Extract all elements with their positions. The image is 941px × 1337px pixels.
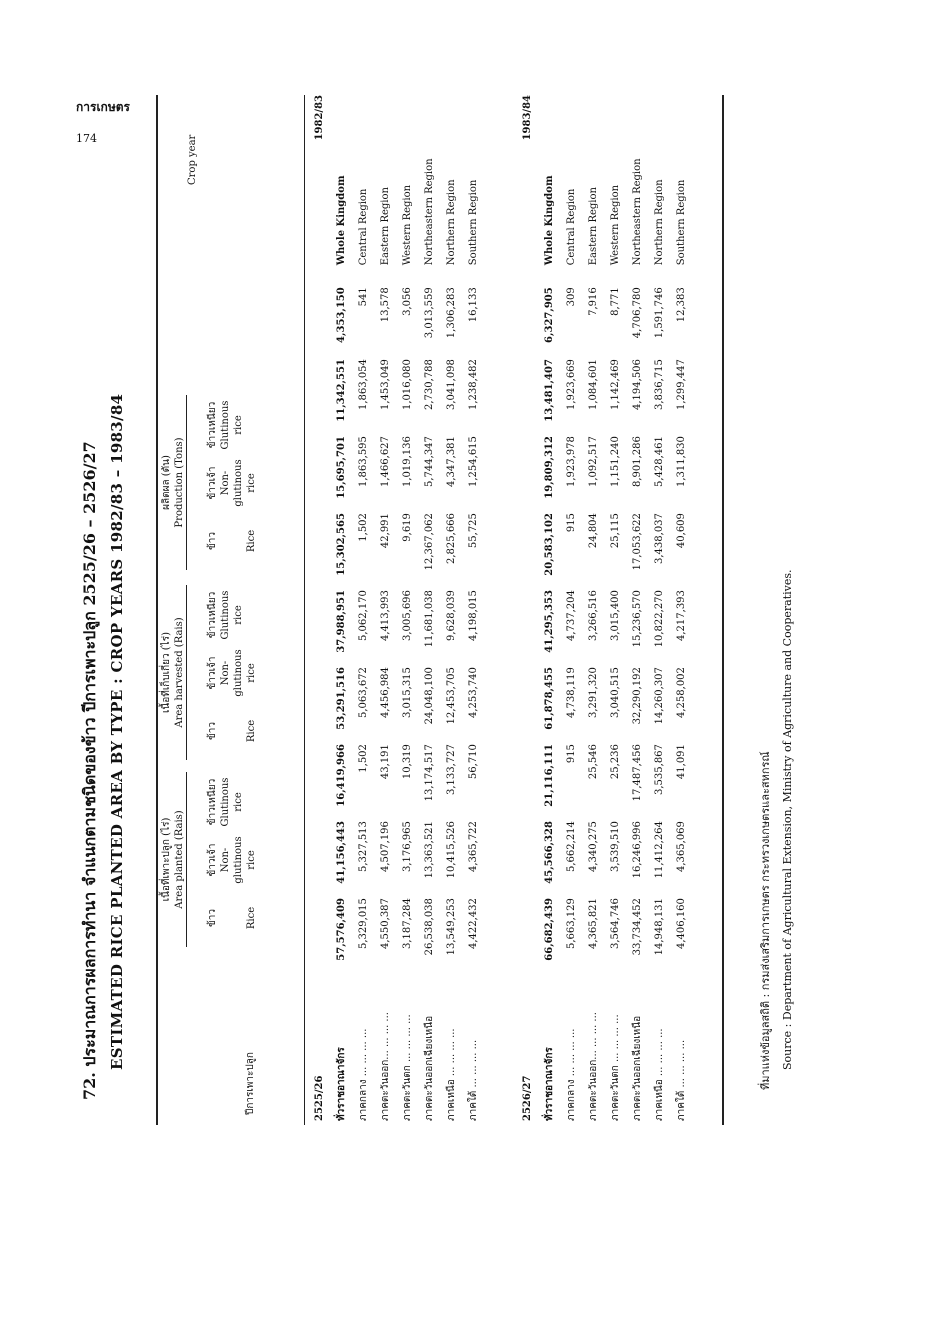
value-cell: 3,564,746 (609, 898, 621, 949)
planted-group-header: เนื้อที่เพาะปลูก (ไร่) Area planted (Rais) (160, 772, 187, 947)
value-cell: 1,863,595 (357, 436, 369, 487)
value-cell: 4,737,204 (565, 590, 577, 641)
value-cell: 1,502 (357, 744, 369, 773)
table-row (330, 95, 352, 1125)
value-cell: 26,538,038 (423, 898, 435, 956)
value-cell: 9,619 (401, 513, 413, 542)
value-cell: 55,725 (467, 513, 479, 549)
harvested-group-header: เนื้อที่เก็บเกี่ยว (ไร่) Area harvested (Rais) (160, 585, 187, 760)
value-cell: 10,822,270 (653, 590, 665, 648)
value-cell: 57,576,409 (335, 898, 347, 961)
value-cell: 3,539,510 (609, 821, 621, 872)
value-cell: 3,013,559 (423, 287, 435, 339)
subheader-rice: ข้าว Rice (207, 529, 257, 553)
table-header (156, 95, 306, 1125)
table-row (604, 95, 626, 1125)
region-thai: ภาคตะวันออกเฉียงเหนือ (631, 1015, 643, 1121)
value-cell: 1,466,627 (379, 436, 391, 487)
title-thai: 72. ประมาณการผลการทำนา จำแนกตามชนิดของข้าว ปีการเพาะปลูก 2525/26 – 2526/27 (80, 441, 99, 1100)
region-english: Northeastern Region (423, 158, 435, 266)
value-cell: 1,299,447 (675, 359, 687, 410)
subheader-non-glutinous: ข้าวเจ้า Non- glutinous rice (207, 459, 257, 507)
value-cell: 4,507,196 (379, 821, 391, 872)
value-cell: 24,804 (587, 513, 599, 549)
running-title: การเกษตร (76, 100, 130, 114)
subheader-non-glutinous: ข้าวเจ้า Non- glutinous rice (207, 836, 257, 884)
value-cell: 25,546 (587, 744, 599, 780)
region-thai: ภาคตะวันออก... ... ... ... (587, 1012, 599, 1121)
value-cell: 309 (565, 287, 577, 307)
value-cell: 4,194,506 (631, 359, 643, 410)
table-row (462, 95, 484, 1125)
value-cell: 3,438,037 (653, 513, 665, 564)
value-cell: 25,236 (609, 744, 621, 780)
value-cell: 53,291,516 (335, 667, 347, 730)
value-cell: 4,198,015 (467, 590, 479, 641)
data-table-1982 (308, 95, 484, 1125)
subheader-glutinous: ข้าวเหนียว Glutinous rice (207, 777, 244, 827)
value-cell: 16,246,996 (631, 821, 643, 879)
value-cell: 41,295,353 (543, 590, 555, 653)
year-row (308, 95, 330, 1125)
value-cell: 17,053,622 (631, 513, 643, 571)
region-thai: ทั่วราชอาณาจักร (335, 1047, 347, 1121)
value-cell: 5,744,347 (423, 436, 435, 487)
value-cell: 41,156,443 (335, 821, 347, 884)
region-english: Western Region (401, 184, 413, 266)
value-cell: 4,456,984 (379, 667, 391, 718)
region-thai: ทั่วราชอาณาจักร (543, 1047, 555, 1121)
value-cell: 13,174,517 (423, 744, 435, 802)
rotated-table-area (78, 95, 878, 1125)
region-english: Northeastern Region (631, 158, 643, 266)
value-cell: 14,260,307 (653, 667, 665, 725)
region-english: Southern Region (467, 179, 479, 266)
value-cell: 5,662,214 (565, 821, 577, 872)
value-cell: 4,406,160 (675, 898, 687, 949)
value-cell: 43,191 (379, 744, 391, 780)
region-thai: ภาคใต้ ... ... ... ... (675, 1039, 687, 1121)
value-cell: 1,084,601 (587, 359, 599, 410)
value-cell: 5,062,170 (357, 590, 369, 641)
value-cell: 4,258,002 (675, 667, 687, 718)
region-english: Eastern Region (587, 187, 599, 266)
region-english: Whole Kingdom (543, 175, 555, 266)
value-cell: 3,266,516 (587, 590, 599, 641)
value-cell: 40,609 (675, 513, 687, 549)
subheader-rice: ข้าว Rice (207, 719, 257, 743)
value-cell: 3,005,696 (401, 590, 413, 641)
value-cell: 45,566,328 (543, 821, 555, 884)
region-english: Northern Region (653, 179, 665, 266)
region-thai: ภาคตะวันออกเฉียงเหนือ (423, 1015, 435, 1121)
region-english: Whole Kingdom (335, 175, 347, 266)
value-cell: 4,550,387 (379, 898, 391, 949)
value-cell: 4,217,393 (675, 590, 687, 641)
value-cell: 6,327,905 (543, 287, 555, 343)
value-cell: 3,041,098 (445, 359, 457, 410)
value-cell: 4,340,275 (587, 821, 599, 872)
region-thai: ภาคเหนือ ... ... ... ... (445, 1028, 457, 1121)
value-cell: 5,063,672 (357, 667, 369, 718)
crop-year-th-header: ปีการเพาะปลูก (245, 1052, 256, 1115)
value-cell: 1,016,080 (401, 359, 413, 410)
value-cell: 12,367,062 (423, 513, 435, 571)
value-cell: 1,923,669 (565, 359, 577, 410)
value-cell: 9,628,039 (445, 590, 457, 641)
value-cell: 66,682,439 (543, 898, 555, 961)
value-cell: 24,048,100 (423, 667, 435, 725)
value-cell: 14,948,131 (653, 898, 665, 956)
value-cell: 2,730,788 (423, 359, 435, 410)
value-cell: 3,535,867 (653, 744, 665, 795)
value-cell: 16,419,966 (335, 744, 347, 807)
source-thai: ที่มาแห่งข้อมูลสถิติ : กรมส่งเสริมการเกษตร กระทรวงเกษตรและสหกรณ์ (759, 751, 772, 1090)
value-cell: 1,306,283 (445, 287, 457, 339)
value-cell: 1,502 (357, 513, 369, 542)
region-english: Northern Region (445, 179, 457, 266)
region-thai: ภาคตะวันตก ... ... ... ... (401, 1014, 413, 1121)
subheader-non-glutinous: ข้าวเจ้า Non- glutinous rice (207, 649, 257, 697)
region-thai: ภาคตะวันออก... ... ... ... (379, 1012, 391, 1121)
subheader-glutinous: ข้าวเหนียว Glutinous rice (207, 590, 244, 640)
value-cell: 8,771 (609, 287, 621, 316)
table-row (626, 95, 648, 1125)
value-cell: 3,187,284 (401, 898, 413, 949)
value-cell: 1,092,517 (587, 436, 599, 487)
value-cell: 11,681,038 (423, 590, 435, 648)
value-cell: 1,453,049 (379, 359, 391, 410)
table-row (418, 95, 440, 1125)
table-row (560, 95, 582, 1125)
value-cell: 20,583,102 (543, 513, 555, 576)
source-english: Source : Department of Agricultural Extension, Ministry of Agriculture and Cooperatives. (781, 569, 794, 1070)
value-cell: 15,236,570 (631, 590, 643, 648)
value-cell: 15,695,701 (335, 436, 347, 499)
region-thai: ภาคเหนือ ... ... ... ... (653, 1028, 665, 1121)
value-cell: 1,311,830 (675, 436, 687, 487)
region-english: Eastern Region (379, 187, 391, 266)
value-cell: 12,453,705 (445, 667, 457, 725)
value-cell: 5,327,513 (357, 821, 369, 872)
crop-year-en-header: Crop year (187, 134, 198, 185)
value-cell: 3,176,965 (401, 821, 413, 872)
table-row (648, 95, 670, 1125)
value-cell: 12,383 (675, 287, 687, 323)
value-cell: 37,988,951 (335, 590, 347, 653)
value-cell: 13,578 (379, 287, 391, 323)
value-cell: 25,115 (609, 513, 621, 549)
production-group-header: ผลิตผล (ตัน) Production (Tons) (160, 395, 187, 570)
value-cell: 3,291,320 (587, 667, 599, 718)
value-cell: 4,353,150 (335, 287, 347, 343)
title-english: ESTIMATED RICE PLANTED AREA BY TYPE : CROP YEARS 1982/83 – 1983/84 (108, 393, 126, 1070)
value-cell: 10,415,526 (445, 821, 457, 879)
value-cell: 1,151,240 (609, 436, 621, 487)
region-thai: ภาคใต้ ... ... ... ... (467, 1039, 479, 1121)
value-cell: 32,290,192 (631, 667, 643, 725)
value-cell: 3,836,715 (653, 359, 665, 410)
value-cell: 42,991 (379, 513, 391, 549)
value-cell: 915 (565, 744, 577, 764)
value-cell: 3,056 (401, 287, 413, 316)
region-thai: ภาคตะวันตก ... ... ... ... (609, 1014, 621, 1121)
value-cell: 3,133,727 (445, 744, 457, 795)
value-cell: 7,916 (587, 287, 599, 316)
value-cell: 2,825,666 (445, 513, 457, 564)
value-cell: 1,923,978 (565, 436, 577, 487)
year-thai: 2526/27 (521, 1075, 533, 1121)
value-cell: 3,015,315 (401, 667, 413, 718)
region-thai: ภาคกลาง ... ... ... ... (565, 1028, 577, 1121)
value-cell: 41,091 (675, 744, 687, 780)
value-cell: 10,319 (401, 744, 413, 780)
value-cell: 3,015,400 (609, 590, 621, 641)
value-cell: 4,706,780 (631, 287, 643, 339)
table-row (582, 95, 604, 1125)
year-english: 1983/84 (521, 95, 533, 141)
value-cell: 3,040,515 (609, 667, 621, 718)
value-cell: 11,412,264 (653, 821, 665, 879)
value-cell: 56,710 (467, 744, 479, 780)
table-row (440, 95, 462, 1125)
value-cell: 5,428,461 (653, 436, 665, 487)
value-cell: 1,019,136 (401, 436, 413, 487)
value-cell: 1,142,469 (609, 359, 621, 410)
value-cell: 11,342,551 (335, 359, 347, 422)
header-bottom-rule (304, 95, 305, 1125)
region-english: Western Region (609, 184, 621, 266)
value-cell: 4,413,993 (379, 590, 391, 641)
value-cell: 1,238,482 (467, 359, 479, 410)
value-cell: 4,347,381 (445, 436, 457, 487)
year-thai: 2525/26 (313, 1075, 325, 1121)
table-row (374, 95, 396, 1125)
value-cell: 16,133 (467, 287, 479, 323)
value-cell: 1,254,615 (467, 436, 479, 487)
data-table-1983 (516, 95, 692, 1125)
value-cell: 4,738,119 (565, 667, 577, 718)
value-cell: 13,481,407 (543, 359, 555, 422)
value-cell: 4,365,722 (467, 821, 479, 872)
value-cell: 5,663,129 (565, 898, 577, 949)
table-row (538, 95, 560, 1125)
value-cell: 1,591,746 (653, 287, 665, 339)
value-cell: 4,365,821 (587, 898, 599, 949)
value-cell: 8,901,286 (631, 436, 643, 487)
value-cell: 13,549,253 (445, 898, 457, 956)
value-cell: 17,487,456 (631, 744, 643, 802)
value-cell: 4,365,069 (675, 821, 687, 872)
region-english: Central Region (565, 188, 577, 266)
value-cell: 5,329,015 (357, 898, 369, 949)
year-row (516, 95, 538, 1125)
subheader-glutinous: ข้าวเหนียว Glutinous rice (207, 400, 244, 450)
value-cell: 19,809,312 (543, 436, 555, 499)
year-english: 1982/83 (313, 95, 325, 141)
value-cell: 1,863,054 (357, 359, 369, 410)
subheader-rice: ข้าว Rice (207, 906, 257, 930)
table-row (396, 95, 418, 1125)
table-row (352, 95, 374, 1125)
page-number: 174 (76, 132, 97, 146)
value-cell: 4,422,432 (467, 898, 479, 949)
value-cell: 33,734,452 (631, 898, 643, 956)
value-cell: 4,253,740 (467, 667, 479, 718)
value-cell: 61,878,455 (543, 667, 555, 730)
value-cell: 21,116,111 (543, 744, 555, 807)
value-cell: 541 (357, 287, 369, 307)
value-cell: 13,363,521 (423, 821, 435, 879)
region-english: Southern Region (675, 179, 687, 266)
region-english: Central Region (357, 188, 369, 266)
bottom-rule (722, 95, 724, 1125)
region-thai: ภาคกลาง ... ... ... ... (357, 1028, 369, 1121)
table-row (670, 95, 692, 1125)
value-cell: 15,302,565 (335, 513, 347, 576)
value-cell: 915 (565, 513, 577, 533)
